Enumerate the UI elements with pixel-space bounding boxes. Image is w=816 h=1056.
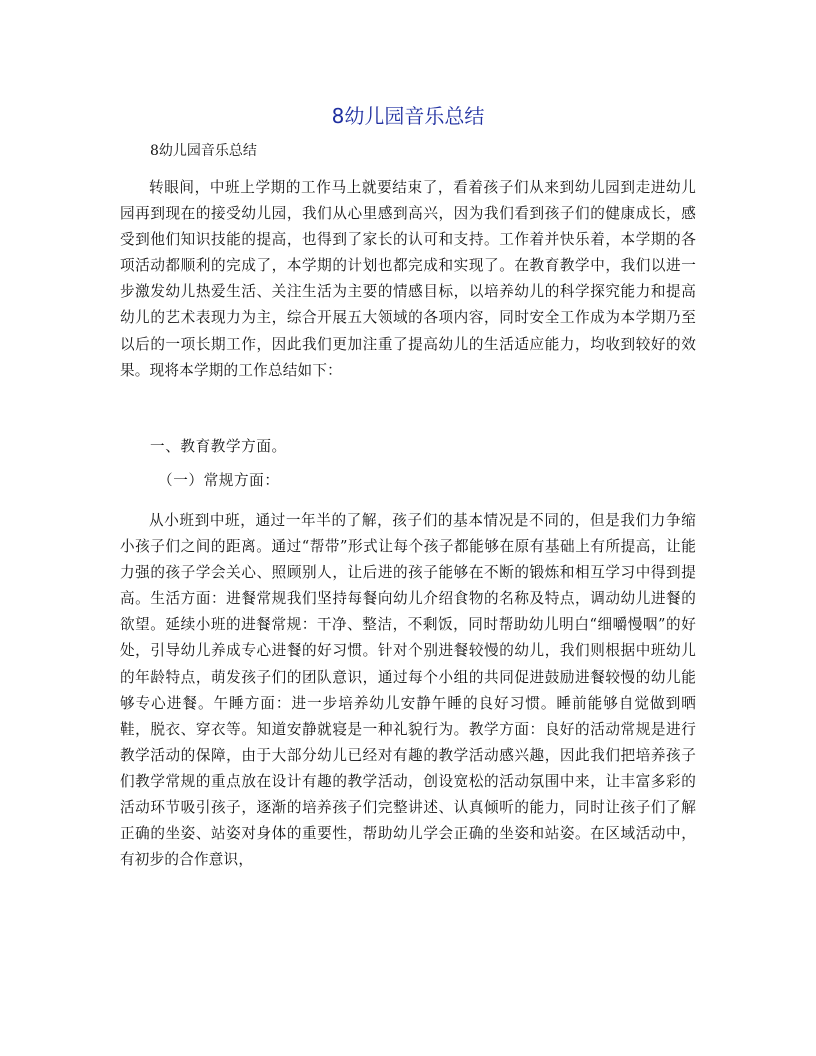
section-heading-education: 一、教育教学方面。	[150, 438, 287, 455]
subsection-heading-routine: （一）常规方面：	[158, 472, 280, 489]
intro-paragraph: 转眼间，中班上学期的工作马上就要结束了，看着孩子们从来到幼儿园到走进幼儿园再到现在的接受幼儿园，我们从心里感到高兴，因为我们看到孩子们的健康成长，感受到他们知识技能的提高，也得到了家长的认可和支持。工作着并快乐着，本学期的各项活动都顺利的完成了，本学期的计划也都完成和实现了。在教育教学中，我们以进一步激发幼儿热爱生活、关注生活为主要的情感目标，以培养幼儿的科学探究能力和提高幼儿的艺术表现力为主，综合开展五大领域的各项内容，同时安全工作成为本学期乃至以后的一项长期工作，因此我们更加注重了提高幼儿的生活适应能力，均收到较好的效果。现将本学期的工作总结如下：	[120, 179, 696, 379]
document-subtitle: 8幼儿园音乐总结	[150, 143, 257, 159]
routine-paragraph: 从小班到中班，通过一年半的了解，孩子们的基本情况是不同的，但是我们力争缩小孩子们之间的距离。通过“帮带”形式让每个孩子都能够在原有基础上有所提高，让能力强的孩子学会关心、照顾别人，让后进的孩子能够在不断的锻炼和相互学习中得到提高。生活方面：进餐常规我们坚持每餐向幼儿介绍食物的名称及特点，调动幼儿进餐的欲望。延续小班的进餐常规：干净、整洁，不剩饭，同时帮助幼儿明白“细嚼慢咽”的好处，引导幼儿养成专心进餐的好习惯。针对个别进餐较慢的幼儿，我们则根据中班幼儿的年龄特点，萌发孩子们的团队意识，通过每个小组的共同促进鼓励进餐较慢的幼儿能够专心进餐。午睡方面：进一步培养幼儿安静午睡的良好习惯。睡前能够自觉做到晒鞋，脱衣、穿衣等。知道安静就寝是一种礼貌行为。教学方面：良好的活动常规是进行教学活动的保障，由于大部分幼儿已经对有趣的教学活动感兴趣，因此我们把培养孩子们教学常规的重点放在设计有趣的教学活动，创设宽松的活动氛围中来，让丰富多彩的活动环节吸引孩子，逐渐的培养孩子们完整讲述、认真倾听的能力，同时让孩子们了解正确的坐姿、站姿对身体的重要性，帮助幼儿学会正确的坐姿和站姿。在区域活动中，有初步的合作意识，	[120, 512, 696, 869]
document-title: 8幼儿园音乐总结	[331, 104, 485, 128]
